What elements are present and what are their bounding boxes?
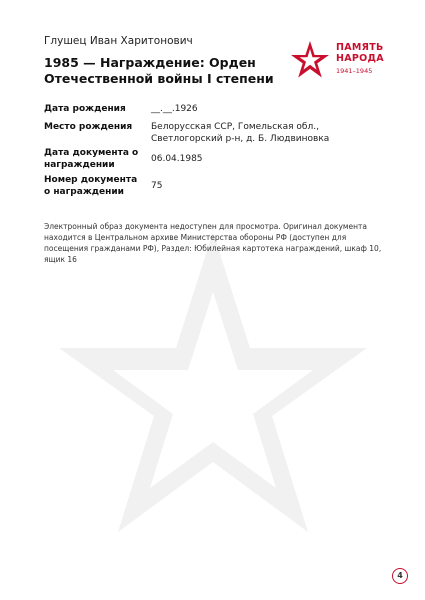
field-value: 06.04.1985: [151, 154, 203, 164]
star-watermark-icon: [58, 230, 368, 540]
field-label: Дата рождения: [44, 104, 126, 114]
field-label: Номер документа о награждении: [44, 175, 138, 197]
logo-text-line2: НАРОДА: [336, 53, 384, 64]
field-value: Белорусская ССР, Гомельская обл., Светлогорский р-н, д. Б. Людвиновка: [151, 122, 330, 144]
pamyat-naroda-logo[interactable]: [290, 40, 390, 80]
red-star-icon: [290, 40, 330, 80]
person-name: Глушец Иван Харитонович: [44, 35, 193, 47]
page-number-badge: 4: [392, 568, 408, 584]
logo-years: 1941–1945: [336, 67, 373, 75]
field-label: Место рождения: [44, 122, 133, 132]
archive-note: Электронный образ документа недоступен для просмотра. Оригинал документа находится в Центральном архиве Министерства обороны РФ (доступен для посещения гражданами РФ), Раздел: Юбилейная картотека награждений, шкаф 10, ящик 16: [44, 222, 382, 264]
field-value: 75: [151, 181, 163, 191]
field-value: __.__.1926: [151, 104, 198, 114]
field-label: Дата документа о награждении: [44, 148, 139, 170]
award-title: 1985 — Награждение: Орден Отечественной войны I степени: [44, 55, 274, 86]
logo-text-line1: ПАМЯТЬ: [336, 42, 384, 53]
